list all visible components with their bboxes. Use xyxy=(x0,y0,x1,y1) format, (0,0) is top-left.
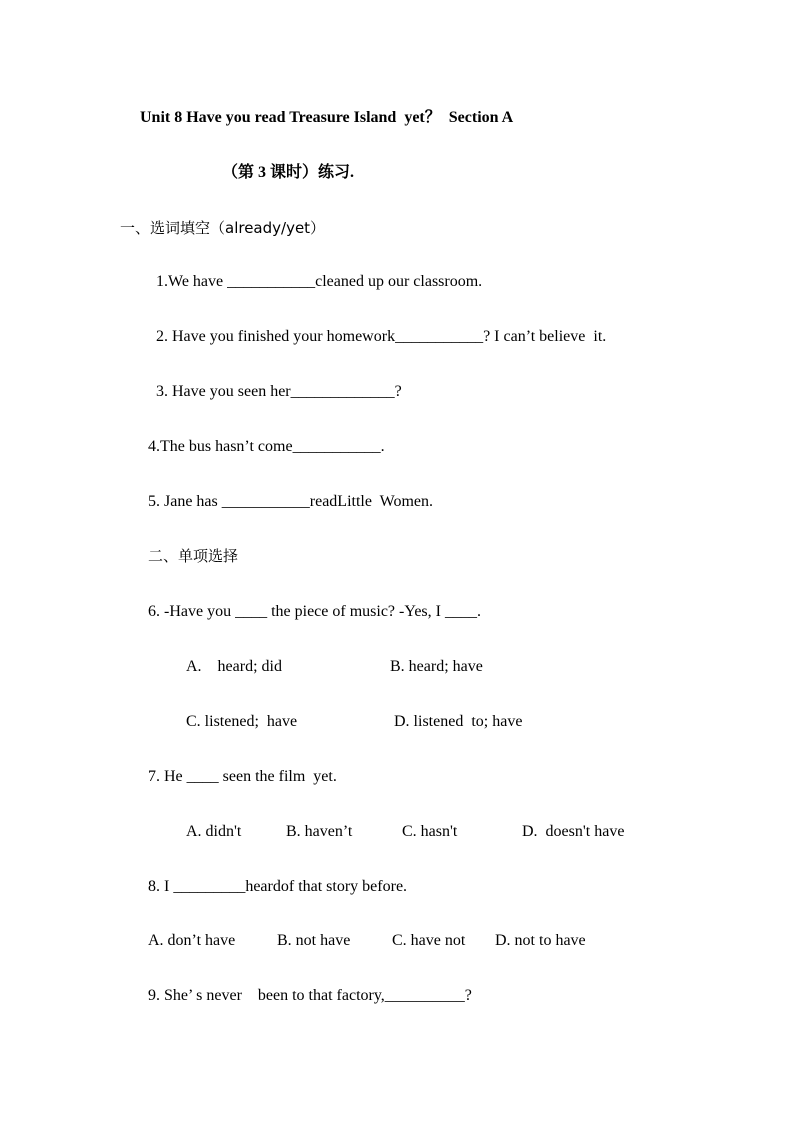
question-5: 5. Jane has ___________readLittle Women. xyxy=(148,493,434,510)
question-6-option-c: C. listened; have xyxy=(186,713,298,730)
question-8-option-a: A. don’t have xyxy=(148,932,236,949)
question-7-option-c: C. hasn't xyxy=(402,823,458,840)
question-3: 3. Have you seen her_____________? xyxy=(156,383,402,400)
section1-heading: 一、选词填空（already/yet） xyxy=(120,219,326,237)
question-8-option-d: D. not to have xyxy=(495,932,586,949)
question-6-option-d: D. listened to; have xyxy=(394,713,523,730)
question-6-option-b: B. heard; have xyxy=(390,658,483,675)
question-8-option-c: C. have not xyxy=(392,932,466,949)
question-8-option-b: B. not have xyxy=(277,932,351,949)
question-1: 1.We have ___________cleaned up our classroom. xyxy=(156,273,483,290)
question-7-option-d: D. doesn't have xyxy=(522,823,625,840)
question-8: 8. I _________heardof that story before. xyxy=(148,878,408,895)
section2-heading: 二、单项选择 xyxy=(148,547,239,565)
question-6-option-a: A. heard; did xyxy=(186,658,282,675)
question-4: 4.The bus hasn’t come___________. xyxy=(148,438,385,455)
question-7: 7. He ____ seen the film yet. xyxy=(148,768,337,785)
page-title: Unit 8 Have you read Treasure Island yet？ Section A xyxy=(140,109,514,126)
question-2: 2. Have you finished your homework___________? I can’t believe it. xyxy=(156,328,607,345)
question-6: 6. -Have you ____ the piece of music? -Yes, I ____. xyxy=(148,603,481,620)
question-9: 9. She’ s never been to that factory,__________? xyxy=(148,987,472,1004)
question-7-option-a: A. didn't xyxy=(186,823,242,840)
page-subtitle: （第 3 课时）练习. xyxy=(222,164,355,181)
question-7-option-b: B. haven’t xyxy=(286,823,353,840)
